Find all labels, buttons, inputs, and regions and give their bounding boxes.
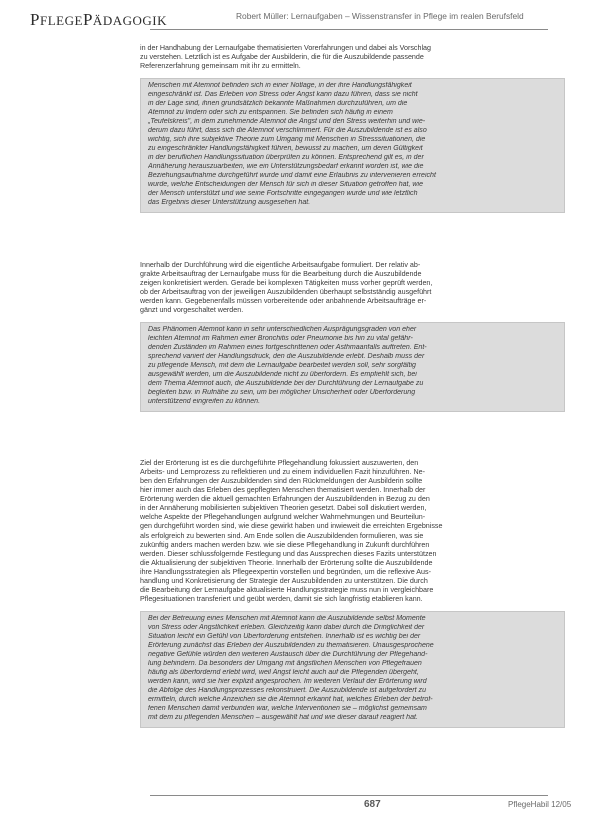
text-line: Arbeits- und Lernprozess zu reflektieren und zu einem individuellen Fazit hinzuführen. Ne- bbox=[140, 467, 425, 476]
text-line: eingeschränkt ist. Das Erleben von Stress oder Angst kann dazu führen, dass sie nicht bbox=[148, 91, 418, 99]
text-line: häufig als überfordernd erlebt wird, weil Angst leicht auch auf die Pflegenden übergeht, bbox=[148, 668, 419, 676]
text-line: in der Annäherung mobilisierten subjektiven Theorien gesetzt. Dabei soll diskutiert werden, bbox=[140, 504, 427, 513]
text-line: werden. Dieser schlussfolgernde Festlegung und das Aussprechen dieses Fazits unterstützen bbox=[140, 549, 437, 558]
text-line: werden kann. Gegebenenfalls müssen vorbereitende oder anbahnende Arbeitsaufträge er- bbox=[140, 297, 427, 305]
text-line: das Ergebnis dieser Unterstützung ausgesehen hat. bbox=[148, 198, 311, 206]
body-paragraph bbox=[140, 459, 565, 605]
text-line: fenen Menschen damit verbunden war, welche Interventionen sie – möglichst gemeinsam bbox=[148, 704, 427, 712]
text-line: leichten Atemnot im Rahmen einer Bronchitis oder Pneumonie bis hin zu vital gefähr- bbox=[148, 335, 413, 343]
text-line: derum dazu führt, dass sich die Atemnot verschlimmert. Für die Auszubildende ist es also bbox=[148, 127, 427, 135]
text-line: die Aktualisierung der subjektiven Theorie. Innerhalb der Erörterung sollte die Auszubildende bbox=[140, 558, 433, 567]
body-paragraph bbox=[140, 261, 565, 316]
text-line: unterstützend eingreifen zu können. bbox=[148, 397, 261, 405]
issue-label: PflegeHabil 12/05 bbox=[508, 800, 572, 809]
text-line: gen durchgeführt worden sind, wie diese gewirkt haben und inwieweit die erreichten Ergebnisse bbox=[140, 522, 443, 531]
page-number: 687 bbox=[364, 799, 381, 810]
text-line: als erfolgreich zu bewerten sind. Am Ende sollen die Auszubildenden formulieren, was sie bbox=[140, 531, 424, 540]
text-line: zeigen konkretisiert werden. Gerade bei komplexen Tätigkeiten muss vorher geprüft werden, bbox=[140, 278, 433, 287]
text-line: hier immer auch das Erleben des gepflegten Menschen thematisiert werden. Innerhalb der bbox=[140, 486, 426, 495]
text-line: dem Thema Atemnot auch, die Auszubildende bei der Durchführung der Lernaufgabe zu bbox=[148, 379, 424, 387]
text-line: werden kann, wird sie hier explizit angesprochen. Im weiteren Verlauf der Erörterung wird bbox=[148, 677, 427, 685]
journal-logo: PFLEGEPÄDAGOGIK bbox=[30, 10, 167, 29]
text-line: lung behindern. Da besonders der Umgang mit ängstlichen Menschen von Pflegefrauen bbox=[148, 660, 422, 668]
footer-rule bbox=[150, 795, 548, 796]
text-line: Ziel der Erörterung ist es die durchgeführte Pflegehandlung fokussiert auszuwerten, den bbox=[140, 458, 419, 467]
text-line: Annäherung herauszuarbeiten, wie ein Unterstützungsbedarf erkannt worden ist, wie die bbox=[148, 162, 424, 170]
text-line: in der beruflichen Handlungssituation überprüfen zu können. Entsprechend gilt es, in der bbox=[148, 153, 424, 161]
text-line: ihre Handlungsstrategien als Pflegeexpertin vorstellen und begründen, um die reflexive Aus- bbox=[140, 567, 431, 576]
text-line: begleiten bzw. in Rufnähe zu sein, um bei möglicher Unsicherheit oder Überforderung bbox=[148, 388, 416, 396]
text-line: ob der Arbeitsauftrag von der jeweiligen Auszubildenden überhaupt selbstständig ausgeführt bbox=[140, 287, 432, 296]
text-line: Das Phänomen Atemnot kann in sehr unterschiedlichen Ausprägungsgraden von eher bbox=[148, 326, 417, 334]
text-line: grakte Arbeitsauftrag der Lernaufgabe muss für die Bearbeitung durch die Auszubildende bbox=[140, 269, 422, 278]
text-line: mit dem zu pflegenden Menschen – ausgewählt hat und wie dieser darauf reagiert hat. bbox=[148, 713, 418, 721]
text-line: sprechend variiert der Handlungsdruck, den die Auszubildende erlebt. Deshalb muss der bbox=[148, 353, 425, 361]
text-line: Pflegesituationen transferiert und geübt werden, damit sie sich langfristig etablieren kann. bbox=[140, 595, 423, 604]
text-line: Beziehungsaufnahme durchgeführt wurde und damit eine Erlaubnis zu intervenieren erreicht bbox=[148, 171, 436, 179]
text-line: Bei der Betreuung eines Menschen mit Atemnot kann die Auszubildende selbst Momente bbox=[148, 615, 426, 623]
text-line: der Mensch unterstützt und wie seine Fortschritte eingegangen wurde und wie letztlich bbox=[148, 189, 418, 197]
example-box bbox=[140, 322, 565, 412]
text-line: zu pflegende Mensch, mit dem die Lernaufgabe bearbeitet werden soll, sehr sorgfältig bbox=[148, 362, 416, 369]
text-line: von Stress oder Angstlichkeit erleben. Gleichzeitig kann dabei durch die Dringlichkeit der bbox=[148, 624, 425, 632]
text-line: „Teufelskreis", in dem zunehmende Atemnot die Angst und den Stress weiterhin und wie- bbox=[148, 118, 426, 126]
text-line: ermitteln, durch welche Anzeichen sie die Atemnot erkannt hat, welches Erleben der betrof- bbox=[148, 695, 433, 703]
text-line: Referenzerfahrung gemeinsam mit ihr zu ermitteln. bbox=[140, 62, 301, 71]
text-line: zu verstehen. Letztlich ist es Aufgabe der Ausbilderin, die für die Auszubildende passende bbox=[140, 53, 424, 62]
text-line: zu eingeschränkter Handlungsfähigkeit führen, bewusst zu machen, um deren Gültigkeit bbox=[148, 144, 423, 152]
text-line: die Abfolge des Handlungsprozesses rekonstruiert. Die Auszubildende ist aufgefordert zu bbox=[148, 686, 426, 694]
page-footer bbox=[0, 795, 602, 822]
body-paragraph bbox=[140, 44, 565, 71]
header-rule bbox=[150, 29, 548, 30]
text-line: gänzt und vorgeschaltet werden. bbox=[140, 306, 244, 315]
page-header bbox=[0, 0, 602, 44]
text-line: ben den Erfahrungen der Auszubildenden sind den Rückmeldungen der Ausbilderin sollte bbox=[140, 476, 423, 485]
text-line: zukünftig anders machen werden bzw. wie sie diese Pflegehandlung in Zukunft durchführen bbox=[140, 540, 430, 549]
text-line: in der Handhabung der Lernaufgabe thematisierten Vorerfahrungen und dabei als Vorschlag bbox=[140, 44, 431, 52]
example-box bbox=[140, 78, 565, 212]
text-line: Menschen mit Atemnot befinden sich in einer Notlage, in der ihre Handlungsfähigkeit bbox=[148, 82, 412, 90]
article-body bbox=[140, 44, 565, 738]
text-line: Erörterung zunächst das Erleben der Auszubildenden zu thematisieren. Unausgesprochene bbox=[148, 642, 434, 650]
text-line: ausgewählt werden, um die Auszubildende nicht zu überfordern. Es empfiehlt sich, bei bbox=[148, 370, 417, 378]
text-line: wurde, welche Entscheidungen der Mensch für sich in dieser Situation getroffen hat, wie bbox=[148, 180, 423, 188]
text-line: Erörterung werden die aktuell gemachten Erfahrungen der Auszubildenden in Bezug zu den bbox=[140, 495, 430, 504]
text-line: handlung und Konkretisierung der Strategie der Auszubildenden zu unterstützen. Die durch bbox=[140, 576, 428, 585]
text-line: denden Zuständen im Rahmen eines fortgeschrittenen oder Asthmaanfalls auftreten. Ent- bbox=[148, 344, 427, 352]
text-line: Innerhalb der Durchführung wird die eigentliche Arbeitsaufgabe formuliert. Der relativ ab- bbox=[140, 260, 421, 269]
text-line: Atemnot zu lindern oder sich zu entspannen. Sie befinden sich häufig in einem bbox=[148, 109, 393, 117]
text-line: Situation leicht ein Gefühl von Überforderung entstehen. Innerhalb ist es wichtig bei der bbox=[148, 633, 421, 641]
text-line: in der Lage sind, ihnen grundsätzlich bekannte Maßnahmen durchzuführen, um die bbox=[148, 100, 408, 108]
text-line: die Bearbeitung der Lernaufgabe aktualisierte Handlungsstrategie muss nun in vergleichbare bbox=[140, 586, 434, 595]
example-box bbox=[140, 611, 565, 727]
running-title: Robert Müller: Lernaufgaben – Wissenstransfer in Pflege im realen Berufsfeld bbox=[236, 11, 524, 21]
text-line: wichtig, sich ihre subjektive Theorie zum Umgang mit Menschen in Stresssituationen, die bbox=[148, 136, 426, 143]
text-line: welche Aspekte der Pflegehandlungen aufgrund welcher Wahrnehmungen und Beurteilun- bbox=[140, 513, 426, 522]
text-line: negative Gefühle würden den weiteren Austausch über die Durchführung der Pflegehand- bbox=[148, 651, 428, 659]
